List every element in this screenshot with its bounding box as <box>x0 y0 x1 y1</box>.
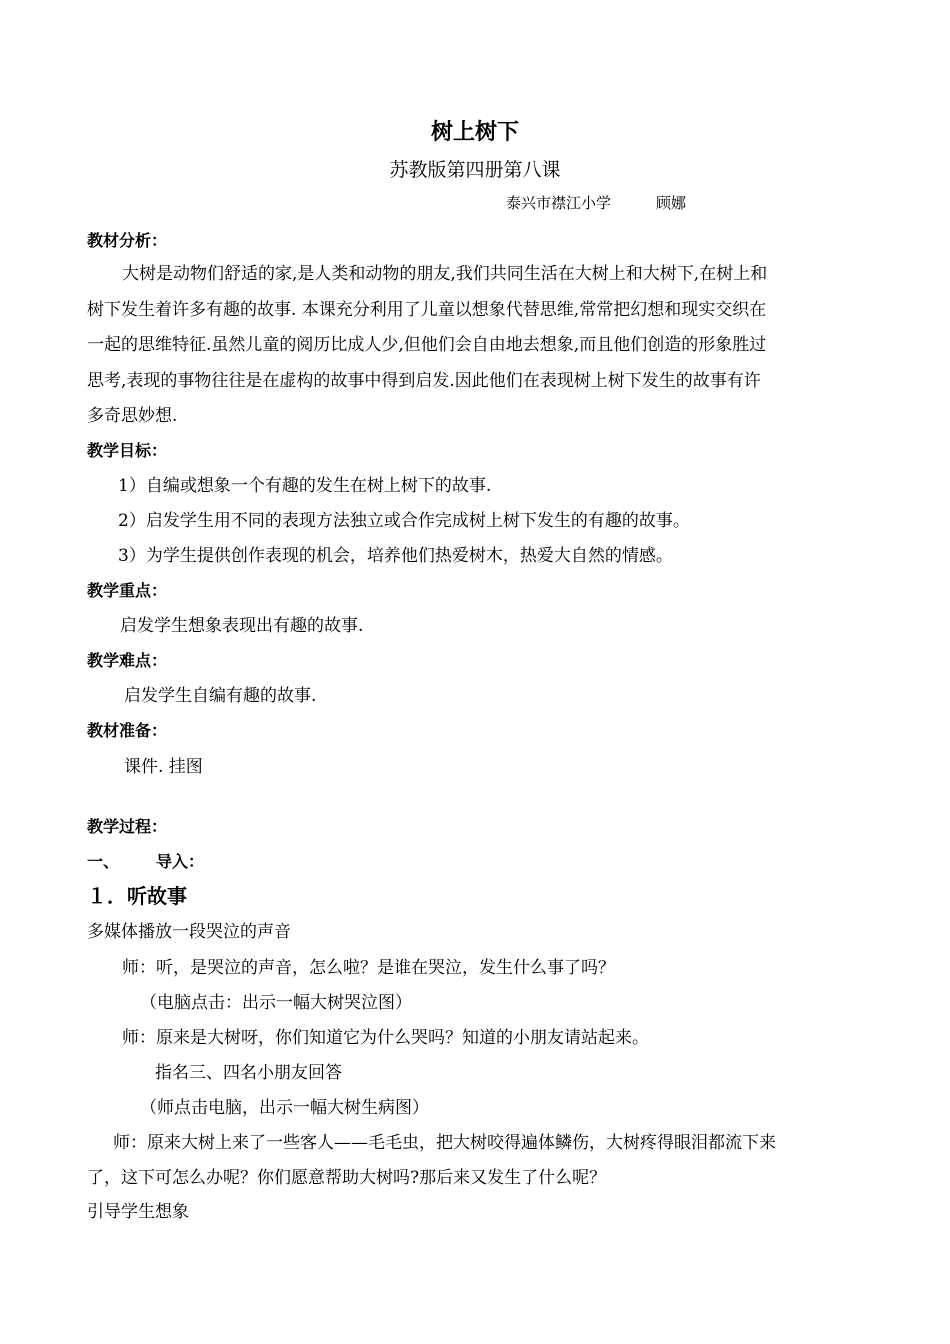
difficulty-text: 启发学生自编有趣的故事. <box>124 686 317 706</box>
goal-item: 2）启发学生用不同的表现方法独立或合作完成树上树下发生的有趣的故事。 <box>118 511 690 531</box>
process-line: 指名三、四名小朋友回答 <box>155 1063 342 1083</box>
process-line: 师：原来是大树呀，你们知道它为什么哭吗？知道的小朋友请站起来。 <box>122 1028 649 1048</box>
analysis-line: 思考,表现的事物往往是在虚构的故事中得到启发.因此他们在表现树上树下发生的故事有许 <box>87 371 761 391</box>
process-line: 师：听，是哭泣的声音，怎么啦？是谁在哭泣，发生什么事了吗？ <box>122 958 615 978</box>
process-line: 引导学生想象 <box>87 1202 189 1222</box>
step-title: １．听故事 <box>87 884 187 908</box>
goals-heading: 教学目标： <box>87 441 168 460</box>
document-title: 树上树下 <box>430 120 519 145</box>
analysis-heading: 教材分析： <box>87 231 168 250</box>
keypoint-text: 启发学生想象表现出有趣的故事. <box>120 616 364 636</box>
author-name: 顾娜 <box>656 194 687 212</box>
document-subtitle: 苏教版第四册第八课 <box>389 159 561 181</box>
section-number: 一、 <box>87 852 120 871</box>
analysis-line: 多奇思妙想. <box>87 406 178 426</box>
keypoint-heading: 教学重点： <box>87 581 168 600</box>
materials-text: 课件. 挂图 <box>124 757 203 777</box>
goal-item: 3）为学生提供创作表现的机会，培养他们热爱树木，热爱大自然的情感。 <box>118 546 673 566</box>
analysis-line: 树下发生着许多有趣的故事. 本课充分利用了儿童以想象代替思维,常常把幻想和现实交织在 <box>87 300 767 320</box>
process-line: 多媒体播放一段哭泣的声音 <box>87 922 291 942</box>
difficulty-heading: 教学难点： <box>87 651 168 670</box>
analysis-line: 大树是动物们舒适的家,是人类和动物的朋友,我们共同生活在大树上和大树下,在树上和 <box>122 264 768 284</box>
materials-heading: 教材准备： <box>87 721 168 740</box>
author-school: 泰兴市襟江小学 <box>506 194 612 212</box>
analysis-line: 一起的思维特征.虽然儿童的阅历比成人少,但他们会自由地去想象,而且他们创造的形象胜过 <box>87 335 767 355</box>
process-line: 师：原来大树上来了一些客人——毛毛虫，把大树咬得遍体鳞伤，大树疼得眼泪都流下来 <box>113 1133 776 1153</box>
process-heading: 教学过程： <box>87 817 168 836</box>
process-line: 了，这下可怎么办呢？你们愿意帮助大树吗?那后来又发生了什么呢？ <box>87 1168 607 1188</box>
process-line: （师点击电脑，出示一幅大树生病图） <box>140 1098 429 1118</box>
section-title: 导入： <box>156 852 205 871</box>
process-line: （电脑点击：出示一幅大树哭泣图） <box>140 993 412 1013</box>
goal-item: 1）自编或想象一个有趣的发生在树上树下的故事. <box>118 476 492 496</box>
